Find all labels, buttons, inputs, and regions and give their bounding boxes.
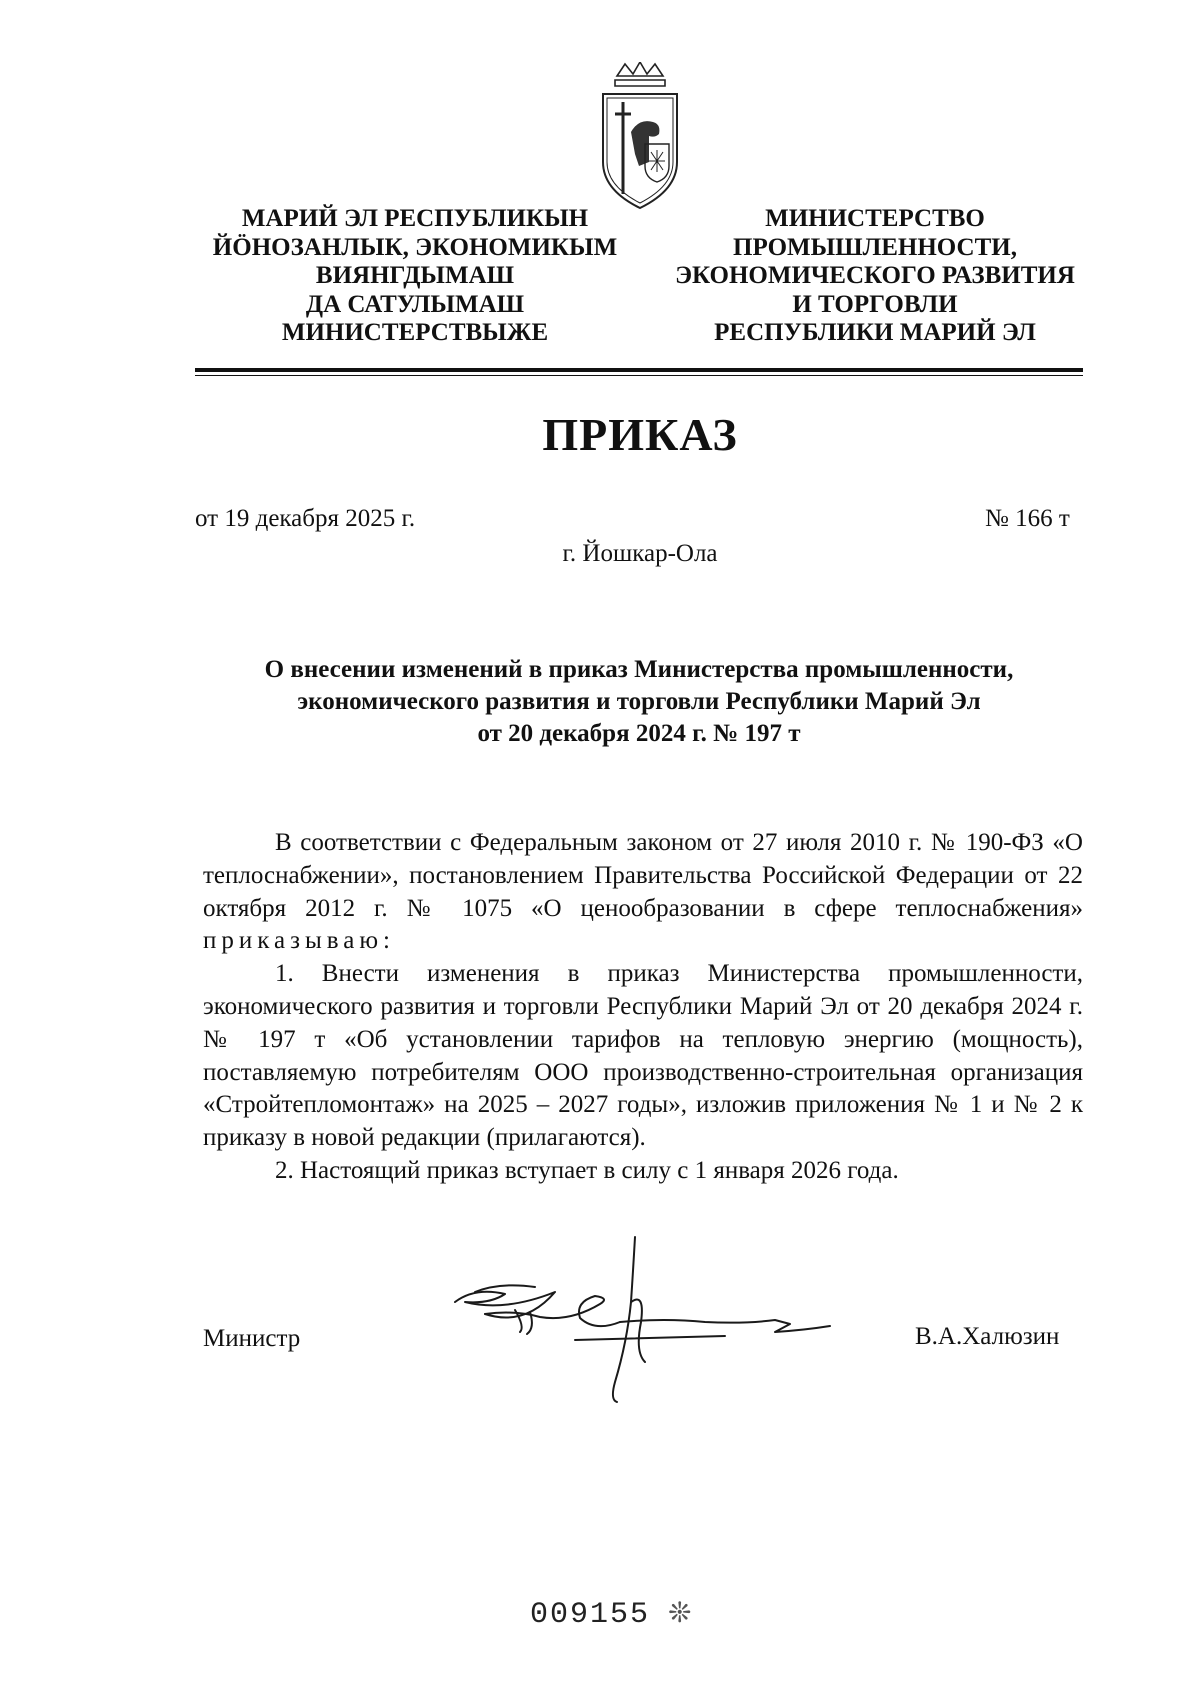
header-divider-thin [195, 375, 1083, 376]
document-date: от 19 декабря 2025 г. [195, 505, 416, 532]
header-right-line: И ТОРГОВЛИ [792, 290, 958, 318]
preamble-text: В соответствии с Федеральным законом от 27 июля 2010 г. № 190-ФЗ «О теплоснабжении», постановлением Правительства Российской Федерации от 22 октября 2012 г. № 1075 «О ценообразовании в сфере теплоснабжения» [203, 829, 1083, 922]
star-mark-icon: ❊ [668, 1598, 692, 1629]
preamble-paragraph [203, 827, 1083, 958]
item-1-paragraph: 1. Внести изменения в приказ Министерства промышленности, экономического развития и торговли Республики Марий Эл от 20 декабря 2024 г. № 197 т «Об установлении тарифов на тепловую энергию (мощность), поставляемую потребителям ООО производственно-строительная организация «Стройтепломонтаж» на 2025 – 2027 годы», изложив приложения № 1 и № 2 к приказу в новой редакции (прилагаются). [203, 960, 1083, 1152]
item-2-paragraph: 2. Настоящий приказ вступает в силу с 1 января 2026 года. [275, 1156, 899, 1184]
header-right-line: РЕСПУБЛИКИ МАРИЙ ЭЛ [714, 319, 1036, 346]
handwritten-signature [445, 1232, 885, 1407]
header-divider-thick [195, 368, 1083, 372]
subject-line: экономического развития и торговли Республики Марий Эл [297, 688, 981, 715]
subject-line: О внесении изменений в приказ Министерства промышленности, [264, 656, 1014, 683]
signatory-name: В.А.Халюзин [915, 1323, 1060, 1350]
document-body [203, 827, 1083, 1188]
header-left-line: ДА САТУЛЫМАШ [305, 290, 525, 318]
header-right-line: ЭКОНОМИЧЕСКОГО РАЗВИТИЯ [675, 262, 1075, 289]
header-left-line: МАРИЙ ЭЛ РЕСПУБЛИКЫН [241, 205, 589, 232]
ministry-name-russian [655, 205, 1095, 348]
subject-line: от 20 декабря 2024 г. № 197 т [477, 720, 801, 747]
header-left-line: ВИЯНГДЫМАШ [315, 262, 515, 289]
document-title: ПРИКАЗ [542, 409, 738, 460]
header-left-line: МИНИСТЕРСТВЫЖЕ [281, 319, 549, 346]
header-left-line: ЙӦНОЗАНЛЫК, ЭКОНОМИКЫМ [212, 233, 618, 261]
ministry-name-mari [195, 205, 635, 348]
order-word: приказываю: [203, 927, 395, 955]
document-city: г. Йошкар-Ола [562, 540, 718, 567]
document-number: № 166 т [985, 505, 1070, 532]
header-right-line: ПРОМЫШЛЕННОСТИ, [733, 233, 1017, 261]
serial-number: 009155 [530, 1598, 651, 1632]
header-right-line: МИНИСТЕРСТВО [765, 205, 985, 232]
document-subject [195, 654, 1083, 750]
coat-of-arms-icon [595, 62, 685, 210]
signatory-role: Министр [203, 1325, 301, 1352]
